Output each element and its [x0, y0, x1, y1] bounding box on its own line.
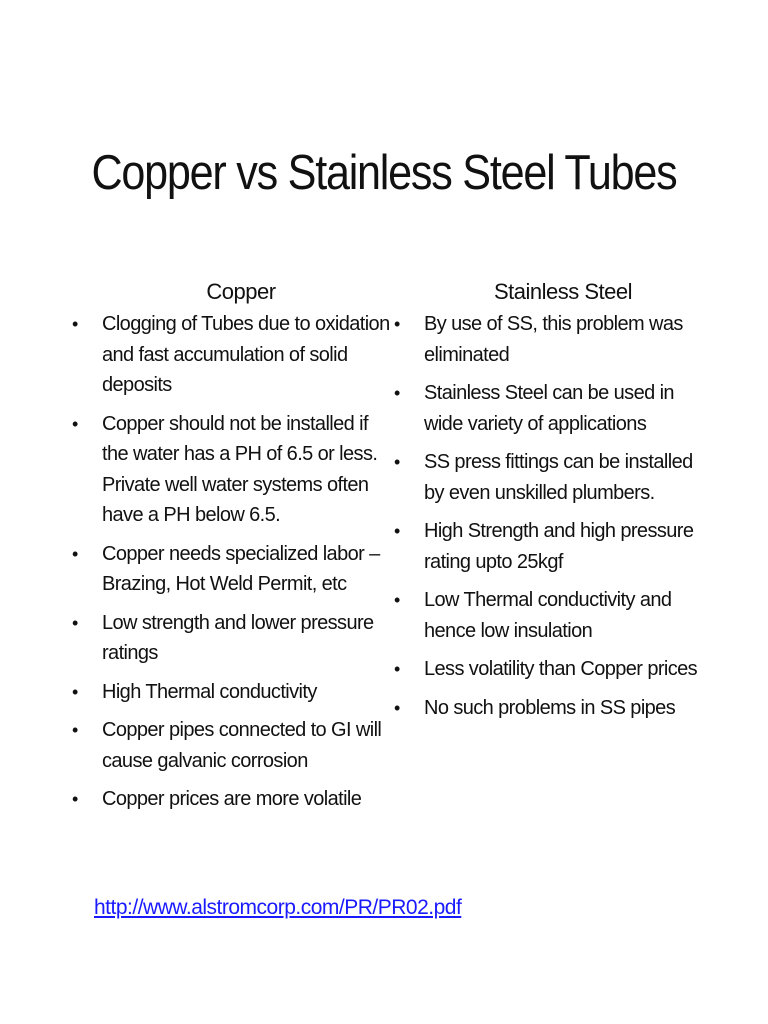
list-item — [392, 585, 712, 646]
bullet-icon: • — [72, 681, 78, 702]
stainless-steel-heading: Stainless Steel — [493, 279, 633, 304]
bullet-text: Less volatility than Copper prices — [424, 658, 698, 680]
bullet-icon: • — [394, 521, 400, 541]
source-link[interactable]: http://www.alstromcorp.com/PR/PR02.pdf — [94, 896, 462, 919]
stainless-steel-column — [392, 276, 712, 731]
list-item — [392, 447, 712, 508]
bullet-text: High Strength and high pressure rating upto 25kgf — [424, 520, 694, 573]
copper-heading: Copper — [206, 279, 276, 304]
list-item — [392, 309, 712, 370]
bullet-icon: • — [394, 590, 400, 610]
bullet-icon: • — [72, 612, 78, 633]
list-item — [392, 654, 712, 685]
bullet-icon: • — [72, 413, 78, 434]
bullet-text: Copper needs specialized labor – Brazing, Hot Weld Permit, etc — [102, 542, 380, 595]
list-item — [70, 715, 390, 776]
bullet-text: No such problems in SS pipes — [424, 696, 676, 719]
bullet-icon: • — [394, 383, 400, 403]
copper-column — [70, 276, 390, 823]
list-item — [70, 539, 390, 600]
bullet-icon: • — [72, 314, 78, 334]
list-item — [70, 309, 390, 401]
list-item — [70, 677, 390, 708]
list-item — [70, 608, 390, 669]
bullet-text: Clogging of Tubes due to oxidation and fast accumulation of solid deposits — [102, 313, 390, 396]
bullet-text: By use of SS, this problem was eliminated — [424, 313, 683, 366]
list-item — [70, 409, 390, 531]
list-item — [70, 784, 390, 815]
bullet-text: SS press fittings can be installed by even unskilled plumbers. — [424, 451, 693, 504]
stainless-steel-bullet-list — [392, 309, 712, 723]
bullet-icon: • — [394, 314, 400, 334]
bullet-text: Low Thermal conductivity and hence low insulation — [424, 589, 672, 642]
bullet-text: Stainless Steel can be used in wide variety of applications — [424, 382, 674, 435]
bullet-text: Low strength and lower pressure ratings — [102, 611, 374, 664]
bullet-text: High Thermal conductivity — [102, 680, 317, 703]
bullet-text: Copper pipes connected to GI will cause galvanic corrosion — [102, 719, 382, 772]
list-item — [392, 378, 712, 439]
list-item — [392, 693, 712, 724]
bullet-icon: • — [72, 543, 78, 564]
bullet-text: Copper prices are more volatile — [102, 788, 362, 810]
bullet-icon: • — [394, 697, 400, 718]
bullet-icon: • — [72, 720, 78, 740]
slide-title: Copper vs Stainless Steel Tubes — [91, 146, 677, 200]
bullet-icon: • — [394, 659, 400, 679]
bullet-text: Copper should not be installed if the water has a PH of 6.5 or less. Private well water systems often have a PH below 6.5. — [102, 412, 378, 526]
bullet-icon: • — [72, 789, 78, 809]
copper-bullet-list — [70, 309, 390, 815]
bullet-icon: • — [394, 452, 400, 472]
list-item — [392, 516, 712, 577]
